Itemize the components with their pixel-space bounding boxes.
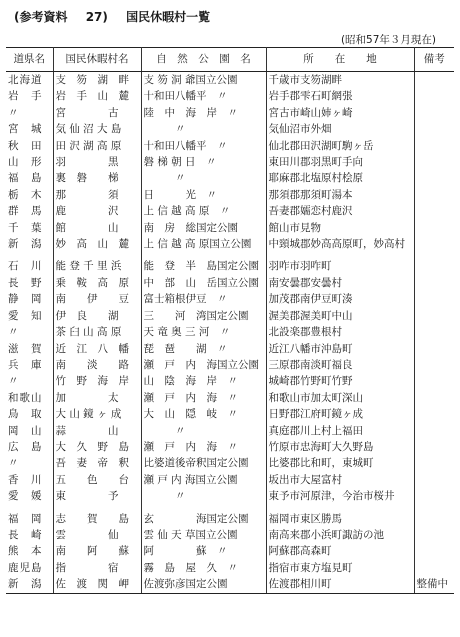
cell-remarks bbox=[414, 373, 454, 389]
cell-park: 三 河 湾国定公園 bbox=[141, 308, 266, 324]
cell-remarks bbox=[414, 472, 454, 488]
cell-prefecture: 熊 本 bbox=[6, 543, 53, 559]
cell-location: 日野郡江府町鏡ヶ成 bbox=[266, 406, 414, 422]
cell-park: 瀬 戸 内 海国立公園 bbox=[141, 357, 266, 373]
cell-remarks bbox=[414, 220, 454, 236]
table-row bbox=[6, 373, 454, 389]
cell-park: 〃 bbox=[141, 170, 266, 186]
resort-village-table bbox=[6, 47, 454, 594]
cell-remarks bbox=[414, 505, 454, 527]
cell-remarks bbox=[414, 291, 454, 307]
cell-village: 館 山 bbox=[53, 220, 141, 236]
cell-remarks bbox=[414, 560, 454, 576]
cell-location: 三原郡南淡町福良 bbox=[266, 357, 414, 373]
table-row bbox=[6, 275, 454, 291]
cell-remarks bbox=[414, 527, 454, 543]
table-header-row bbox=[6, 48, 454, 72]
cell-village: 南 阿 蘇 bbox=[53, 543, 141, 559]
cell-prefecture: 〃 bbox=[6, 373, 53, 389]
cell-park: 十和田八幡平 〃 bbox=[141, 138, 266, 154]
cell-park: 霧 島 屋 久 〃 bbox=[141, 560, 266, 576]
cell-location: 岩手郡雫石町網張 bbox=[266, 88, 414, 104]
cell-village: 大 久 野 島 bbox=[53, 439, 141, 455]
cell-village: 田 沢 湖 高 原 bbox=[53, 138, 141, 154]
table-row bbox=[6, 236, 454, 252]
cell-village: 五 色 台 bbox=[53, 472, 141, 488]
cell-village: 鹿 沢 bbox=[53, 203, 141, 219]
cell-prefecture: 新 潟 bbox=[6, 236, 53, 252]
cell-remarks bbox=[414, 455, 454, 471]
header-prefecture: 道県名 bbox=[6, 48, 53, 72]
cell-remarks bbox=[414, 236, 454, 252]
cell-location: 佐渡郡相川町 bbox=[266, 576, 414, 593]
cell-prefecture: 秋 田 bbox=[6, 138, 53, 154]
cell-village: 吾 妻 帝 釈 bbox=[53, 455, 141, 471]
cell-location: 近江八幡市沖島町 bbox=[266, 341, 414, 357]
cell-park: 〃 bbox=[141, 423, 266, 439]
cell-prefecture: 石 川 bbox=[6, 252, 53, 274]
cell-village: 那 須 bbox=[53, 187, 141, 203]
cell-remarks bbox=[414, 187, 454, 203]
cell-park: 琵 琶 湖 〃 bbox=[141, 341, 266, 357]
cell-park: 瀬 戸 内 海 〃 bbox=[141, 390, 266, 406]
cell-remarks bbox=[414, 357, 454, 373]
cell-park: 磐 梯 朝 日 〃 bbox=[141, 154, 266, 170]
table-row bbox=[6, 138, 454, 154]
cell-location: 渥美郡渥美町中山 bbox=[266, 308, 414, 324]
table-row bbox=[6, 543, 454, 559]
cell-location: 竹原市忠海町大久野島 bbox=[266, 439, 414, 455]
cell-village: 蒜 山 bbox=[53, 423, 141, 439]
header-park: 自 然 公 園 名 bbox=[141, 48, 266, 72]
cell-prefecture: 栃 木 bbox=[6, 187, 53, 203]
cell-prefecture: 山 形 bbox=[6, 154, 53, 170]
cell-village: 指 宿 bbox=[53, 560, 141, 576]
cell-park: 日 光 〃 bbox=[141, 187, 266, 203]
cell-remarks bbox=[414, 88, 454, 104]
title-text: 国民休暇村一覧 bbox=[126, 10, 211, 24]
table-row bbox=[6, 308, 454, 324]
cell-park: 瀬 戸 内 海 〃 bbox=[141, 439, 266, 455]
cell-remarks bbox=[414, 154, 454, 170]
cell-prefecture: 鹿児島 bbox=[6, 560, 53, 576]
cell-village: 雲 仙 bbox=[53, 527, 141, 543]
page-title bbox=[14, 8, 224, 25]
cell-prefecture: 〃 bbox=[6, 105, 53, 121]
cell-park: 玄 海国定公園 bbox=[141, 505, 266, 527]
cell-location: 館山市見物 bbox=[266, 220, 414, 236]
cell-prefecture: 愛 媛 bbox=[6, 488, 53, 504]
cell-village: 南 伊 豆 bbox=[53, 291, 141, 307]
table-row bbox=[6, 187, 454, 203]
cell-prefecture: 和歌山 bbox=[6, 390, 53, 406]
cell-village: 妙 高 山 麓 bbox=[53, 236, 141, 252]
table-row bbox=[6, 88, 454, 104]
table-row bbox=[6, 560, 454, 576]
cell-location: 吾妻郡嬬恋村鹿沢 bbox=[266, 203, 414, 219]
cell-park: 雲 仙 天 草国立公園 bbox=[141, 527, 266, 543]
cell-prefecture: 兵 庫 bbox=[6, 357, 53, 373]
table-row bbox=[6, 72, 454, 89]
cell-prefecture: 宮 城 bbox=[6, 121, 53, 137]
cell-village: 宮 古 bbox=[53, 105, 141, 121]
cell-prefecture: 〃 bbox=[6, 455, 53, 471]
cell-park: 上 信 越 高 原国立公園 bbox=[141, 236, 266, 252]
cell-location: 仙北郡田沢湖町駒ヶ岳 bbox=[266, 138, 414, 154]
cell-park: 十和田八幡平 〃 bbox=[141, 88, 266, 104]
cell-village: 能 登 千 里 浜 bbox=[53, 252, 141, 274]
table-row bbox=[6, 220, 454, 236]
cell-location: 福岡市東区勝馬 bbox=[266, 505, 414, 527]
cell-village: 南 淡 路 bbox=[53, 357, 141, 373]
header-village: 国民休暇村名 bbox=[53, 48, 141, 72]
cell-location: 比婆郡比和町，東城町 bbox=[266, 455, 414, 471]
cell-location: 北設楽郡豊根村 bbox=[266, 324, 414, 340]
cell-location: 宮古市崎山姉ヶ崎 bbox=[266, 105, 414, 121]
cell-village: 竹 野 海 岸 bbox=[53, 373, 141, 389]
cell-park: 南 房 総国定公園 bbox=[141, 220, 266, 236]
cell-prefecture: 北海道 bbox=[6, 72, 53, 89]
title-num: 27) bbox=[85, 10, 108, 24]
table-row bbox=[6, 439, 454, 455]
cell-village: 伊 良 湖 bbox=[53, 308, 141, 324]
table-row bbox=[6, 203, 454, 219]
cell-prefecture: 長 野 bbox=[6, 275, 53, 291]
table-row bbox=[6, 324, 454, 340]
cell-remarks bbox=[414, 203, 454, 219]
cell-park: 富士箱根伊豆 〃 bbox=[141, 291, 266, 307]
cell-prefecture: 鳥 取 bbox=[6, 406, 53, 422]
header-location: 所 在 地 bbox=[266, 48, 414, 72]
cell-prefecture: 岩 手 bbox=[6, 88, 53, 104]
cell-village: 志 賀 島 bbox=[53, 505, 141, 527]
cell-location: 加茂郡南伊豆町湊 bbox=[266, 291, 414, 307]
table-row bbox=[6, 154, 454, 170]
cell-remarks bbox=[414, 341, 454, 357]
cell-village: 大 山 鏡 ヶ 成 bbox=[53, 406, 141, 422]
cell-village: 東 予 bbox=[53, 488, 141, 504]
cell-prefecture: 新 潟 bbox=[6, 576, 53, 593]
cell-location: 南高来郡小浜町諏訪の池 bbox=[266, 527, 414, 543]
as-of-date: (昭和57年３月現在) bbox=[340, 34, 436, 46]
cell-location: 気仙沼市外畑 bbox=[266, 121, 414, 137]
table-row bbox=[6, 423, 454, 439]
cell-prefecture: 広 島 bbox=[6, 439, 53, 455]
table-row bbox=[6, 341, 454, 357]
cell-park: 佐渡弥彦国定公園 bbox=[141, 576, 266, 593]
header-remarks: 備考 bbox=[414, 48, 454, 72]
table-row bbox=[6, 252, 454, 274]
cell-village: 乗 鞍 高 原 bbox=[53, 275, 141, 291]
cell-village: 支 笏 湖 畔 bbox=[53, 72, 141, 89]
cell-park: 支 笏 洞 爺国立公園 bbox=[141, 72, 266, 89]
cell-prefecture: 〃 bbox=[6, 324, 53, 340]
cell-remarks bbox=[414, 390, 454, 406]
cell-prefecture: 滋 賀 bbox=[6, 341, 53, 357]
title-ref: (参考資料 bbox=[14, 10, 68, 24]
cell-remarks bbox=[414, 72, 454, 89]
cell-remarks bbox=[414, 488, 454, 504]
cell-park: 〃 bbox=[141, 121, 266, 137]
cell-prefecture: 福 岡 bbox=[6, 505, 53, 527]
cell-location: 中頸城郡妙高高原町，妙高村 bbox=[266, 236, 414, 252]
cell-location: 羽咋市羽咋町 bbox=[266, 252, 414, 274]
cell-park: 比婆道後帝釈国定公園 bbox=[141, 455, 266, 471]
table-row bbox=[6, 472, 454, 488]
cell-location: 那須郡那須町湯本 bbox=[266, 187, 414, 203]
table-row bbox=[6, 488, 454, 504]
cell-village: 加 太 bbox=[53, 390, 141, 406]
cell-prefecture: 群 馬 bbox=[6, 203, 53, 219]
cell-park: 〃 bbox=[141, 488, 266, 504]
cell-village: 茶 臼 山 高 原 bbox=[53, 324, 141, 340]
cell-park: 陸 中 海 岸 〃 bbox=[141, 105, 266, 121]
cell-location: 指宿市東方塩見町 bbox=[266, 560, 414, 576]
cell-park: 山 陰 海 岸 〃 bbox=[141, 373, 266, 389]
cell-village: 近 江 八 幡 bbox=[53, 341, 141, 357]
cell-park: 能 登 半 島国定公園 bbox=[141, 252, 266, 274]
cell-location: 東予市河原津，今治市桜井 bbox=[266, 488, 414, 504]
cell-location: 南安曇郡安曇村 bbox=[266, 275, 414, 291]
cell-village: 佐 渡 関 岬 bbox=[53, 576, 141, 593]
table-row bbox=[6, 527, 454, 543]
cell-remarks bbox=[414, 543, 454, 559]
cell-village: 裏 磐 梯 bbox=[53, 170, 141, 186]
table-row bbox=[6, 170, 454, 186]
table-row bbox=[6, 505, 454, 527]
cell-remarks bbox=[414, 170, 454, 186]
table-row bbox=[6, 105, 454, 121]
cell-park: 阿 蘇 〃 bbox=[141, 543, 266, 559]
cell-location: 城崎郡竹野町竹野 bbox=[266, 373, 414, 389]
cell-prefecture: 静 岡 bbox=[6, 291, 53, 307]
table-row bbox=[6, 390, 454, 406]
cell-prefecture: 愛 知 bbox=[6, 308, 53, 324]
cell-village: 岩 手 山 麓 bbox=[53, 88, 141, 104]
cell-remarks bbox=[414, 138, 454, 154]
cell-park: 上 信 越 高 原 〃 bbox=[141, 203, 266, 219]
table-row bbox=[6, 406, 454, 422]
cell-remarks: 整備中 bbox=[414, 576, 454, 593]
cell-park: 瀬 戸 内 海国立公園 bbox=[141, 472, 266, 488]
table-row bbox=[6, 291, 454, 307]
cell-remarks bbox=[414, 423, 454, 439]
cell-park: 中 部 山 岳国立公園 bbox=[141, 275, 266, 291]
cell-location: 阿蘇郡高森町 bbox=[266, 543, 414, 559]
cell-village: 気 仙 沼 大 島 bbox=[53, 121, 141, 137]
cell-remarks bbox=[414, 439, 454, 455]
cell-location: 千歳市支笏湖畔 bbox=[266, 72, 414, 89]
table-row bbox=[6, 455, 454, 471]
cell-remarks bbox=[414, 308, 454, 324]
cell-remarks bbox=[414, 105, 454, 121]
cell-remarks bbox=[414, 275, 454, 291]
table-row bbox=[6, 121, 454, 137]
cell-park: 大 山 隠 岐 〃 bbox=[141, 406, 266, 422]
cell-location: 和歌山市加太町深山 bbox=[266, 390, 414, 406]
cell-prefecture: 長 崎 bbox=[6, 527, 53, 543]
cell-remarks bbox=[414, 121, 454, 137]
cell-location: 真庭郡川上村上福田 bbox=[266, 423, 414, 439]
cell-location: 坂出市大屋富村 bbox=[266, 472, 414, 488]
cell-remarks bbox=[414, 252, 454, 274]
cell-prefecture: 福 島 bbox=[6, 170, 53, 186]
cell-location: 東田川郡羽黒町手向 bbox=[266, 154, 414, 170]
cell-remarks bbox=[414, 406, 454, 422]
cell-prefecture: 岡 山 bbox=[6, 423, 53, 439]
table-row bbox=[6, 357, 454, 373]
cell-village: 羽 黒 bbox=[53, 154, 141, 170]
cell-park: 天 竜 奥 三 河 〃 bbox=[141, 324, 266, 340]
cell-remarks bbox=[414, 324, 454, 340]
cell-prefecture: 香 川 bbox=[6, 472, 53, 488]
cell-prefecture: 千 葉 bbox=[6, 220, 53, 236]
table-row bbox=[6, 576, 454, 593]
cell-location: 耶麻郡北塩原村桧原 bbox=[266, 170, 414, 186]
